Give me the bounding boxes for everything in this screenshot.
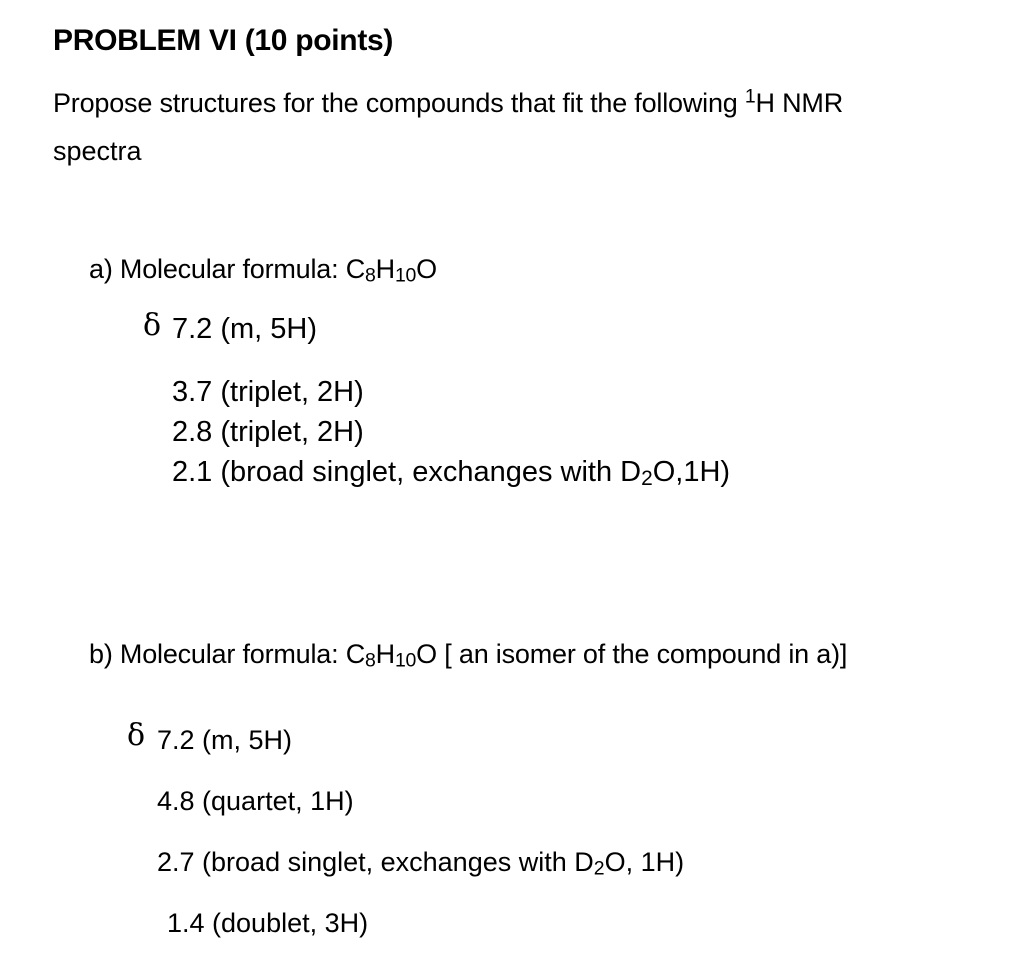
part-a-shift-4-suffix: O,1H): [652, 456, 731, 488]
part-b-sub-hydrogen: 10: [394, 649, 417, 672]
part-a-delta-symbol: δ: [143, 308, 162, 343]
part-a-sub-carbon: 8: [365, 264, 376, 287]
part-a-heading: [89, 254, 437, 287]
part-a-heading-mid: H: [375, 254, 395, 284]
part-b-shift-4: 1.4 (doublet, 3H): [167, 908, 369, 938]
part-b-heading-prefix: b) Molecular formula: C: [89, 639, 365, 669]
part-b-heading-mid: H: [375, 639, 395, 669]
part-b-sub-carbon: 8: [365, 649, 376, 672]
intro-text-before: Propose structures for the compounds that fit the following: [53, 88, 745, 118]
part-b-shift-2: 4.8 (quartet, 1H): [157, 786, 354, 816]
problem-intro-line1: [53, 85, 843, 119]
part-b-heading-suffix: O [ an isomer of the compound in a)]: [416, 639, 848, 669]
part-a-shift-3: 2.8 (triplet, 2H): [172, 416, 364, 448]
part-a-shift-4-sub: 2: [641, 466, 653, 490]
intro-text-after: H NMR: [755, 88, 843, 118]
problem-title: PROBLEM VI (10 points): [53, 24, 394, 57]
part-b-shift-3-sub: 2: [593, 857, 605, 880]
part-a-heading-suffix: O: [416, 254, 437, 284]
part-b-delta-symbol: δ: [127, 718, 146, 753]
part-a-sub-hydrogen: 10: [394, 264, 417, 287]
part-a-shift-1: 7.2 (m, 5H): [172, 313, 318, 345]
part-a-shift-4-prefix: 2.1 (broad singlet, exchanges with D: [172, 456, 642, 488]
intro-superscript: 1: [744, 85, 756, 108]
part-a-shift-2: 3.7 (triplet, 2H): [172, 376, 364, 408]
part-b-shift-1: 7.2 (m, 5H): [157, 725, 293, 755]
part-b-shift-3-prefix: 2.7 (broad singlet, exchanges with D: [157, 847, 594, 877]
part-b-shift-3-suffix: O, 1H): [604, 847, 685, 877]
problem-intro-line2: spectra: [53, 136, 142, 166]
part-b-shift-3: [157, 847, 684, 880]
part-a-heading-prefix: a) Molecular formula: C: [89, 254, 365, 284]
part-b-heading: [89, 639, 847, 672]
part-a-shift-4: [172, 456, 730, 491]
